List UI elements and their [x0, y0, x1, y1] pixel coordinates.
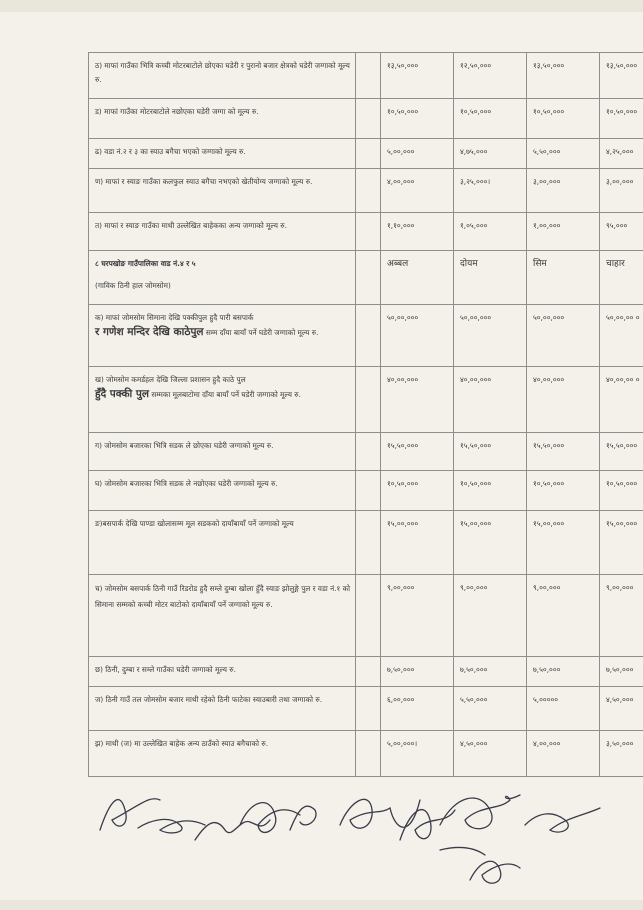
col-header: अब्बल [381, 251, 454, 305]
table-row: ठ) माफां गाउँका भित्रि कच्ची मोटरबाटोले छोएका घडेरी र पुरानो बजार क्षेत्रको घडेरी जग्गाको मूल्य रु. १३,५०,००० १२,५०,००० १३,५०,००० १३,५०,००० [89, 53, 643, 99]
table-row: छ) ठिनी, दुम्बा र सम्ले गाउँका घडेरी जग्गाको मूल्य रु. ७,५०,००० ७,५०,००० ७,५०,००० ७,५०,००० [89, 657, 643, 687]
signature-8 [440, 795, 520, 829]
section-subtitle: (गाविक ठिनी हाल जोमसोम) [95, 281, 171, 290]
table-row: ग) जोमसोम बजारका भित्रि सडक ले छोएका घडेरी जग्गाको मूल्य रु. १५,५०,००० १५,५०,००० १५,५०,००० १५,५०,००० [89, 433, 643, 471]
table-row: ढ) वडा नं.२ र ३ का स्याउ बगैचा भएको जग्गाको मूल्य रु. ५,००,००० ४,७५,००० ५,५०,००० ४,२५,००० [89, 139, 643, 169]
col-header: दोयम [454, 251, 527, 305]
table-row: ड) माफां गाउँका मोटरबाटोले नछोएका घडेरी जग्गा को मूल्य रु. १०,५०,००० १०,५०,००० १०,५०,००० १०,५०,००० [89, 99, 643, 139]
signature-5 [290, 806, 316, 830]
table-row: घ) जोमसोम बजारका भित्रि सडक ले नछोएका घडेरी जग्गाको मूल्य रु. १०,५०,००० १०,५०,००० १०,५०,००० १०,५०,००० [89, 471, 643, 511]
table-row: च) जोमसोम बसपार्क ठिनी गाउँ रिडरोड हुदै सम्ले दुम्बा खोला हुँदै स्याङ झोलुङ्गे पुल र वडा नं.१ को सिमाना सम्मको कच्ची मोटर बाटोको दायाँबायाँ पर्ने जग्गाको मूल्य रु. ९,००,००० ९,००,००० ९,००,००० ९,००,००० [89, 575, 643, 657]
signatures [0, 770, 643, 910]
col-header: चाहार [600, 251, 643, 305]
table-row: ङ)बसपार्क देखि पाण्डा खोलासम्म मूल सडकको दायाँबायाँ पर्ने जग्गाको मूल्य १५,००,००० १५,००,००० १५,००,००० १५,००,००० [89, 511, 643, 575]
table-row: ख) जोमसोम कमर्डहल देखि जिल्ला प्रशासन हुदै काठे पुल हुँदै पक्की पुल सम्मका मूलबाटोमा दाँया बायाँ पर्ने घडेरी जग्गाको मूल्य रु. ४०,००,००० ४०,००,००० ४०,००,००० ४०,००,०० ० [89, 367, 643, 433]
signature-2 [138, 819, 205, 832]
col-header: सिम [527, 251, 600, 305]
table-row: त) माफां र स्याङ गाउँका माथी उल्लेखित बाहेकका अन्य जग्गाको मूल्य रु. १,१०,००० १,०५,००० १,००,००० ९५,००० [89, 213, 643, 251]
signature-1 [100, 799, 160, 830]
table-row: झ) माथी (ज) मा उल्लेखित बाहेक अन्य ठाउँको स्याउ बगैचाको रु. ५,००,०००। ४,५०,००० ४,००,००० ३,५०,००० [89, 731, 643, 777]
table-row: ण) माफां र स्याङ गाउँका कलफुल स्याउ बगैचा नभएको खेतीयोग्य जग्गाको मूल्य रु. ४,००,००० ३,२५,०००। ३,००,००० ३,००,००० [89, 169, 643, 213]
table-row: क) माफां जोमसोम सिमाना देखि पक्कीपुल हुदै पारी बसपार्क र गणेश मन्दिर देखि काठेपुल सम्म दाँया बायाँ पर्ने घडेरी जग्गाको मूल्य रु. ५०,००,००० ५०,००,००० ५०,००,००० ५०,००,०० ० [89, 305, 643, 367]
table-row: ज) ठिनी गाउँ तल जोमसोम बजार माथी रहेको ठिनी फाटेका स्याउबारी तथा जग्गाको रु. ६,००,००० ५,५०,००० ५,००००० ४,५०,००० [89, 687, 643, 731]
signature-6 [340, 799, 420, 828]
section-title: ८ घरपखोङ गाउँपालिका वाड नं.४ र ५ [95, 259, 196, 268]
land-rate-table [88, 52, 643, 777]
section-header-row [89, 251, 643, 305]
signature-3 [195, 820, 270, 840]
signature-9 [470, 861, 520, 883]
